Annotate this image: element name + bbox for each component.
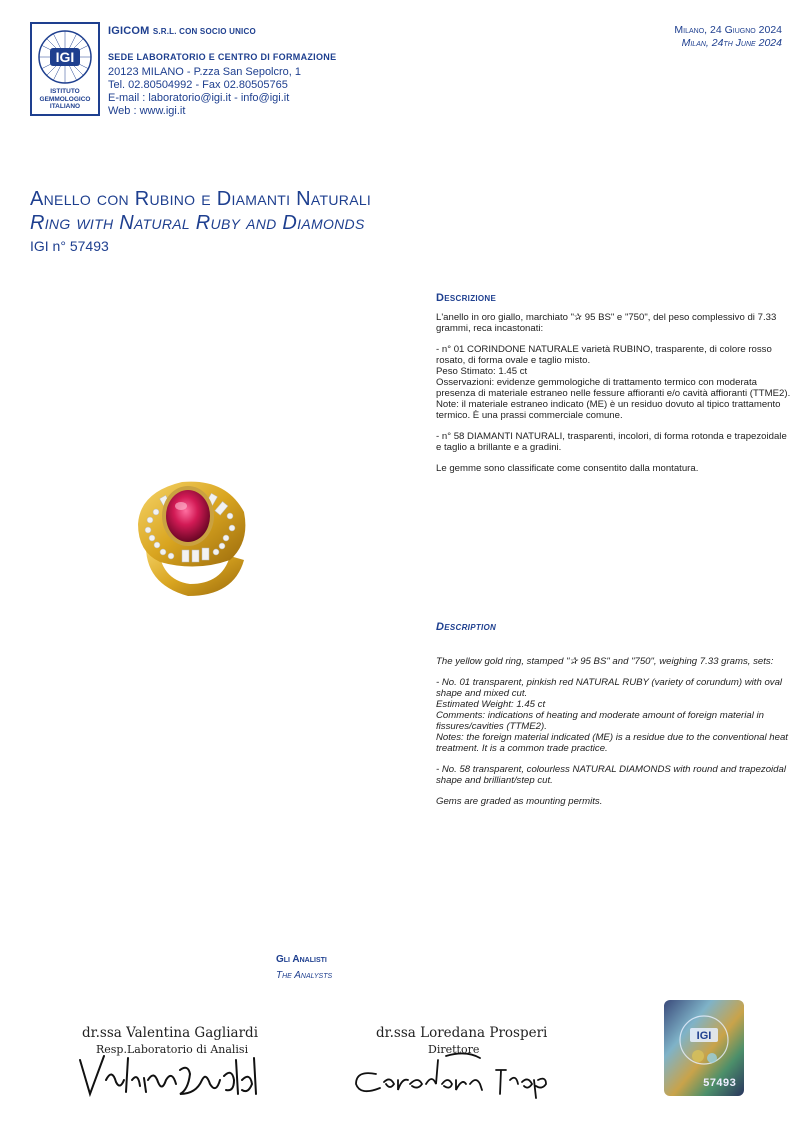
description-italian bbox=[436, 312, 792, 484]
igi-logo bbox=[30, 22, 100, 116]
desc-en-diamonds: - No. 58 transparent, colourless NATURAL DIAMONDS with round and trapezoidal shape and brilliant/step cut. bbox=[436, 764, 786, 786]
logo-line-1: ISTITUTO bbox=[50, 88, 80, 95]
analyst-2-name: dr.ssa Loredana Prosperi bbox=[376, 1025, 548, 1041]
company-name bbox=[108, 25, 256, 37]
desc-en-ruby-weight: Estimated Weight: 1.45 ct bbox=[436, 699, 546, 710]
desc-en-grading: Gems are graded as mounting permits. bbox=[436, 796, 603, 807]
description-heading-en: Description bbox=[436, 621, 497, 633]
hologram-label: IGI bbox=[696, 1030, 712, 1042]
desc-it-diamonds: - n° 58 DIAMANTI NATURALI, trasparenti, incolori, di forma rotonda e trapezoidale e taglio a brillante e a gradini. bbox=[436, 431, 787, 453]
analyst-2-role: Direttore bbox=[428, 1043, 480, 1056]
logo-igi-text: IGI bbox=[55, 49, 75, 65]
desc-it-ruby-notes: Note: il materiale estraneo indicato (ME) è un residuo dovuto al tipico trattamento termico. È una prassi commerciale comune. bbox=[436, 399, 781, 421]
logo-line-2: GEMMOLOGICO bbox=[39, 95, 91, 103]
desc-it-ruby bbox=[436, 344, 792, 421]
analyst-2-signature bbox=[346, 1050, 556, 1100]
date-english: Milan, 24th June 2024 bbox=[681, 37, 782, 49]
desc-it-ruby-main: - n° 01 CORINDONE NATURALE varietà RUBINO, trasparente, di colore rosso rosato, di forma ovale e taglio misto. bbox=[436, 344, 772, 366]
company-name-main: IGICOM bbox=[108, 25, 150, 37]
desc-it-ruby-weight: Peso Stimato: 1.45 ct bbox=[436, 366, 528, 377]
desc-it-intro: L'anello in oro giallo, marchiato "✰ 95 BS" e "750", del peso complessivo di 7.33 grammi, reca incastonati: bbox=[436, 312, 777, 334]
phone-line: Tel. 02.80504992 - Fax 02.80505765 bbox=[108, 79, 288, 91]
date-italian: Milano, 24 Giugno 2024 bbox=[674, 24, 782, 36]
ring-photo bbox=[126, 472, 258, 600]
desc-en-ruby bbox=[436, 677, 792, 754]
hologram-number: 57493 bbox=[702, 1078, 736, 1090]
certificate-number: IGI n° 57493 bbox=[30, 238, 109, 254]
analyst-1-signature bbox=[76, 1050, 266, 1106]
company-name-sub: S.R.L. CON SOCIO UNICO bbox=[152, 27, 256, 36]
desc-en-ruby-comments: Comments: indications of heating and moderate amount of foreign material in fissures/cavities (TTME2). bbox=[436, 710, 764, 732]
email-line: E-mail : laboratorio@igi.it - info@igi.it bbox=[108, 92, 290, 104]
analyst-1-role: Resp.Laboratorio di Analisi bbox=[96, 1043, 249, 1056]
diamond-emblem-icon bbox=[36, 27, 94, 87]
desc-it-grading: Le gemme sono classificate come consentito dalla montatura. bbox=[436, 463, 699, 474]
description-heading-it: Descrizione bbox=[436, 292, 497, 304]
logo-caption bbox=[32, 88, 98, 111]
title-italian: Anello con Rubino e Diamanti Naturali bbox=[30, 188, 372, 210]
title-english: Ring with Natural Ruby and Diamonds bbox=[30, 212, 365, 234]
desc-en-intro: The yellow gold ring, stamped "✰ 95 BS" and "750", weighing 7.33 grams, sets: bbox=[436, 656, 774, 667]
lab-title: SEDE LABORATORIO E CENTRO DI FORMAZIONE bbox=[108, 52, 337, 62]
web-line: Web : www.igi.it bbox=[108, 105, 186, 117]
analysts-heading-it: Gli Analisti bbox=[276, 954, 327, 965]
description-english bbox=[436, 656, 792, 817]
desc-en-ruby-main: - No. 01 transparent, pinkish red NATURAL RUBY (variety of corundum) with oval shape and mixed cut. bbox=[436, 677, 783, 699]
desc-en-ruby-notes: Notes: the foreign material indicated (ME) is a residue due to the conventional heat treatment. It is a common trade practice. bbox=[436, 732, 788, 754]
address-line: 20123 MILANO - P.zza San Sepolcro, 1 bbox=[108, 66, 302, 78]
analysts-heading-en: The Analysts bbox=[276, 970, 333, 981]
logo-line-3: ITALIANO bbox=[49, 103, 81, 110]
desc-it-ruby-observations: Osservazioni: evidenze gemmologiche di trattamento termico con moderata presenza di materiale estraneo nelle fessure affioranti e/o cavità affioranti (TTME2). bbox=[436, 377, 791, 399]
hologram-seal bbox=[664, 1000, 744, 1096]
analyst-1-name: dr.ssa Valentina Gagliardi bbox=[82, 1025, 259, 1041]
